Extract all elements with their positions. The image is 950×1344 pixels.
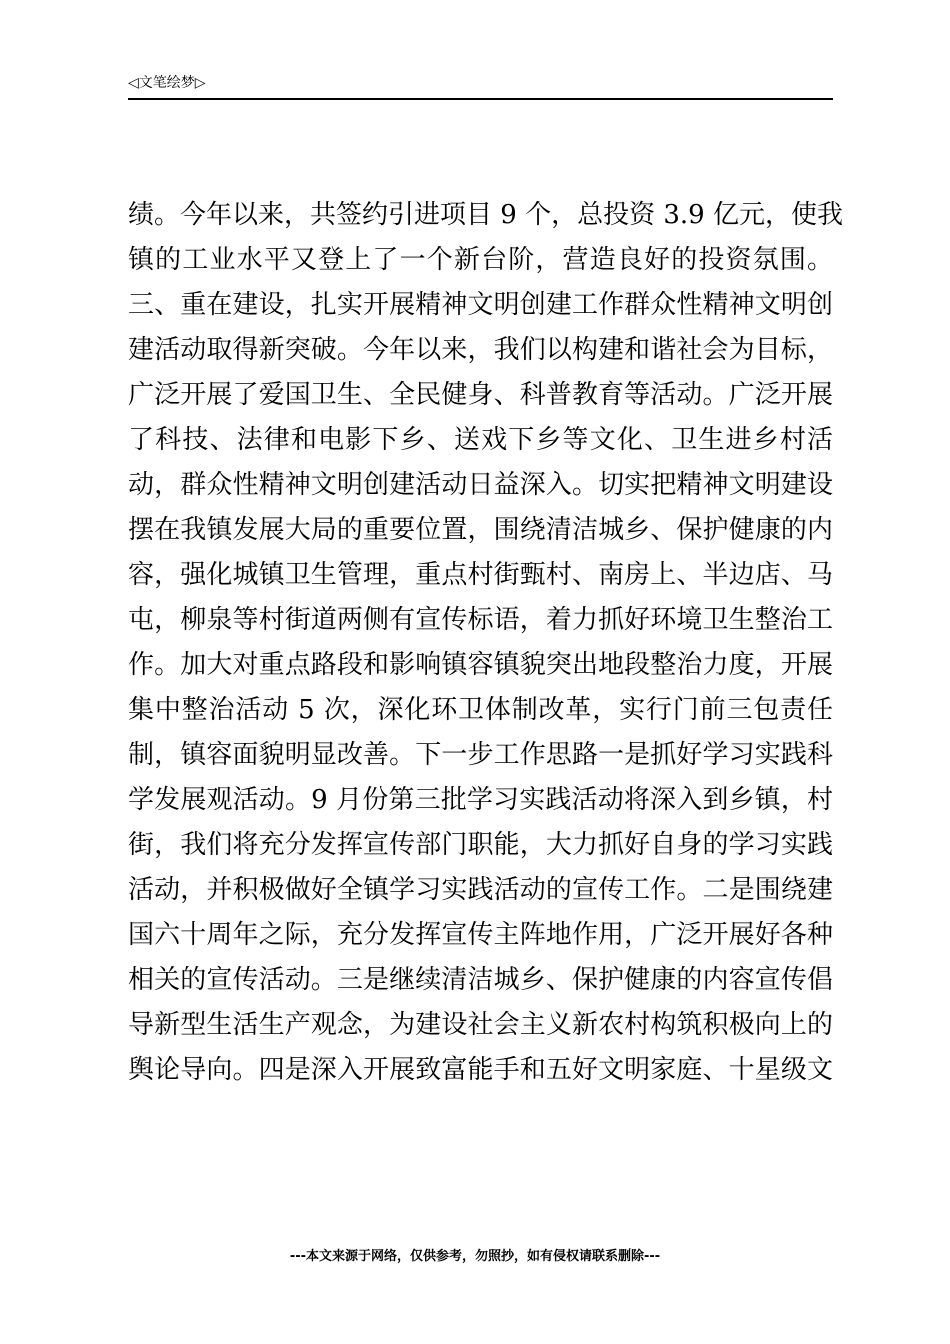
body-line: 绩。今年以来，共签约引进项目 9 个，总投资 3.9 亿元，使我: [128, 200, 843, 230]
page-footer: ---本文来源于网络，仅供参考，勿照抄，如有侵权请联系删除---: [289, 1249, 661, 1264]
body-line: 集中整治活动 5 次，深化环卫体制改革，实行门前三包责任: [128, 695, 833, 725]
body-line: 容，强化城镇卫生管理，重点村街甄村、南房上、半边店、马: [128, 560, 833, 590]
body-line: 三、重在建设，扎实开展精神文明创建工作群众性精神文明创: [128, 290, 833, 320]
body-line: 导新型生活生产观念，为建设社会主义新农村构筑积极向上的: [128, 1010, 833, 1040]
body-line: 建活动取得新突破。今年以来，我们以构建和谐社会为目标，: [128, 335, 833, 365]
body-line: 街，我们将充分发挥宣传部门职能，大力抓好自身的学习实践: [128, 830, 833, 860]
body-line: 国六十周年之际，充分发挥宣传主阵地作用，广泛开展好各种: [128, 920, 833, 950]
body-line: 制，镇容面貌明显改善。下一步工作思路一是抓好学习实践科: [128, 740, 833, 770]
body-line: 舆论导向。四是深入开展致富能手和五好文明家庭、十星级文: [128, 1055, 833, 1085]
body-line: 作。加大对重点路段和影响镇容镇貌突出地段整治力度，开展: [128, 650, 833, 680]
body-line: 摆在我镇发展大局的重要位置，围绕清洁城乡、保护健康的内: [128, 515, 833, 545]
body-line: 活动，并积极做好全镇学习实践活动的宣传工作。二是围绕建: [128, 875, 833, 905]
body-line: 了科技、法律和电影下乡、送戏下乡等文化、卫生进乡村活: [128, 425, 833, 455]
body-line: 学发展观活动。9 月份第三批学习实践活动将深入到乡镇，村: [128, 785, 833, 815]
body-line: 广泛开展了爱国卫生、全民健身、科普教育等活动。广泛开展: [128, 380, 833, 410]
page-header: [128, 72, 833, 100]
body-line: 相关的宣传活动。三是继续清洁城乡、保护健康的内容宣传倡: [128, 965, 833, 995]
body-text: [128, 193, 843, 1093]
body-line: 镇的工业水平又登上了一个新台阶，营造良好的投资氛围。: [128, 245, 833, 275]
body-line: 动，群众性精神文明创建活动日益深入。切实把精神文明建设: [128, 470, 833, 500]
header-title: ◁文笔绘梦▷: [128, 75, 206, 91]
body-line: 屯，柳泉等村街道两侧有宣传标语，着力抓好环境卫生整治工: [128, 605, 833, 635]
